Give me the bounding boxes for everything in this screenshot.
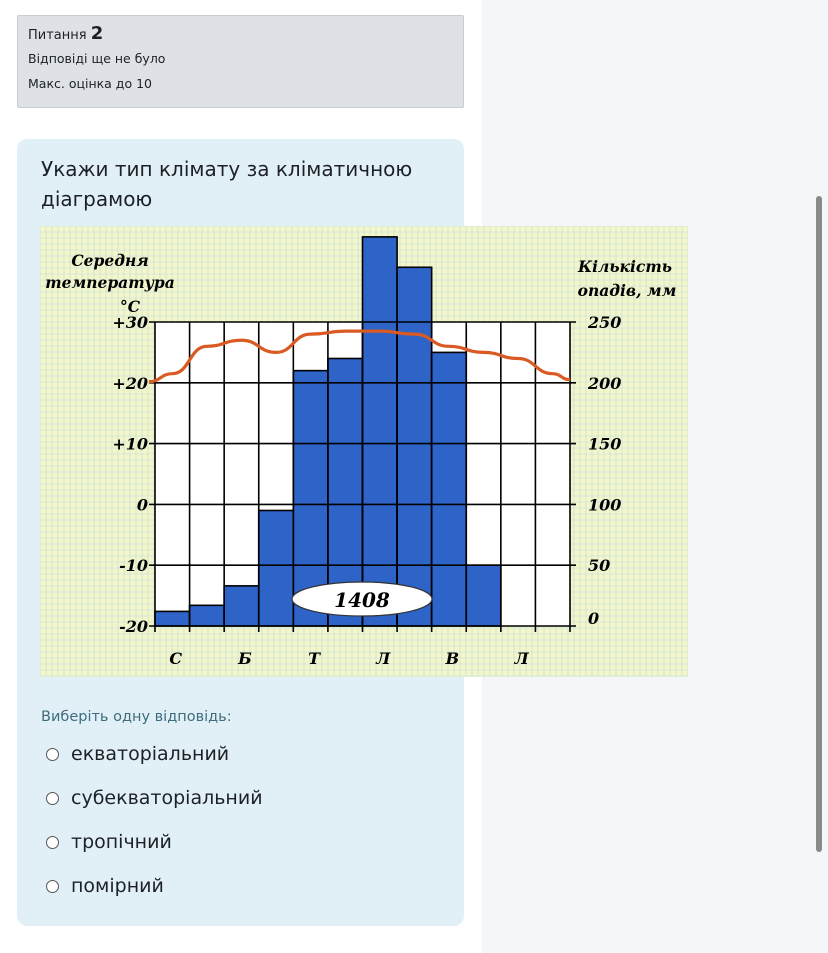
question-info-box: [17, 15, 464, 108]
option-1[interactable]: [46, 743, 229, 765]
option-label: помірний: [71, 875, 164, 897]
precipitation-bar: [432, 352, 467, 626]
answer-prompt: Виберіть одну відповідь:: [41, 709, 232, 725]
left-tick-label: -10: [119, 556, 148, 576]
left-tick-label: +30: [112, 313, 148, 332]
climate-chart: [40, 226, 688, 677]
right-tick-label: 50: [588, 556, 611, 576]
option-4[interactable]: [46, 875, 164, 897]
question-number: 2: [90, 23, 104, 44]
left-axis-title-line: температура: [45, 273, 175, 292]
right-tick-label: 200: [588, 373, 622, 393]
option-2[interactable]: [46, 787, 263, 809]
question-max-grade: Макс. оцінка до 10: [28, 76, 152, 91]
option-label: субекваторіальний: [71, 787, 263, 809]
precipitation-bar: [259, 510, 294, 626]
season-label: Л: [514, 649, 529, 668]
radio-button[interactable]: [46, 748, 59, 761]
left-tick-label: +20: [112, 373, 148, 393]
right-axis-title-line: опадів, мм: [577, 281, 677, 300]
left-axis-title-line: Середня: [71, 251, 149, 270]
season-label: С: [169, 649, 183, 668]
season-label: В: [445, 649, 460, 668]
right-axis-title-line: Кількість: [578, 257, 672, 276]
precipitation-bar: [466, 565, 501, 626]
question-heading: [28, 25, 453, 45]
season-label: Б: [238, 649, 252, 668]
option-label: екваторіальний: [71, 743, 230, 765]
radio-button[interactable]: [46, 880, 59, 893]
right-tick-label: 100: [588, 495, 622, 515]
radio-button[interactable]: [46, 792, 59, 805]
right-tick-label: 250: [588, 313, 622, 332]
scrollbar[interactable]: [816, 196, 822, 852]
precipitation-bar: [224, 586, 259, 626]
right-tick-label: 0: [588, 609, 600, 628]
option-label: тропічний: [71, 831, 172, 853]
left-tick-label: -20: [119, 617, 148, 636]
season-label: Л: [376, 649, 391, 668]
option-3[interactable]: [46, 831, 172, 853]
precipitation-bar: [397, 267, 432, 626]
climate-chart-svg: [40, 226, 688, 677]
precipitation-bar: [363, 237, 398, 626]
left-axis-unit: °C: [119, 297, 141, 316]
right-tick-label: 150: [588, 434, 622, 454]
precipitation-bar: [190, 605, 225, 626]
question-state: Відповіді ще не було: [28, 51, 166, 66]
left-tick-label: +10: [112, 434, 148, 454]
question-label: Питання: [28, 28, 87, 43]
annual-precipitation-label: 1408: [334, 588, 390, 612]
season-label: Т: [308, 649, 321, 668]
question-text: Укажи тип клімату за кліматичною діаграмою: [41, 157, 413, 211]
precipitation-bar: [155, 611, 190, 626]
left-tick-label: 0: [136, 495, 148, 515]
radio-button[interactable]: [46, 836, 59, 849]
